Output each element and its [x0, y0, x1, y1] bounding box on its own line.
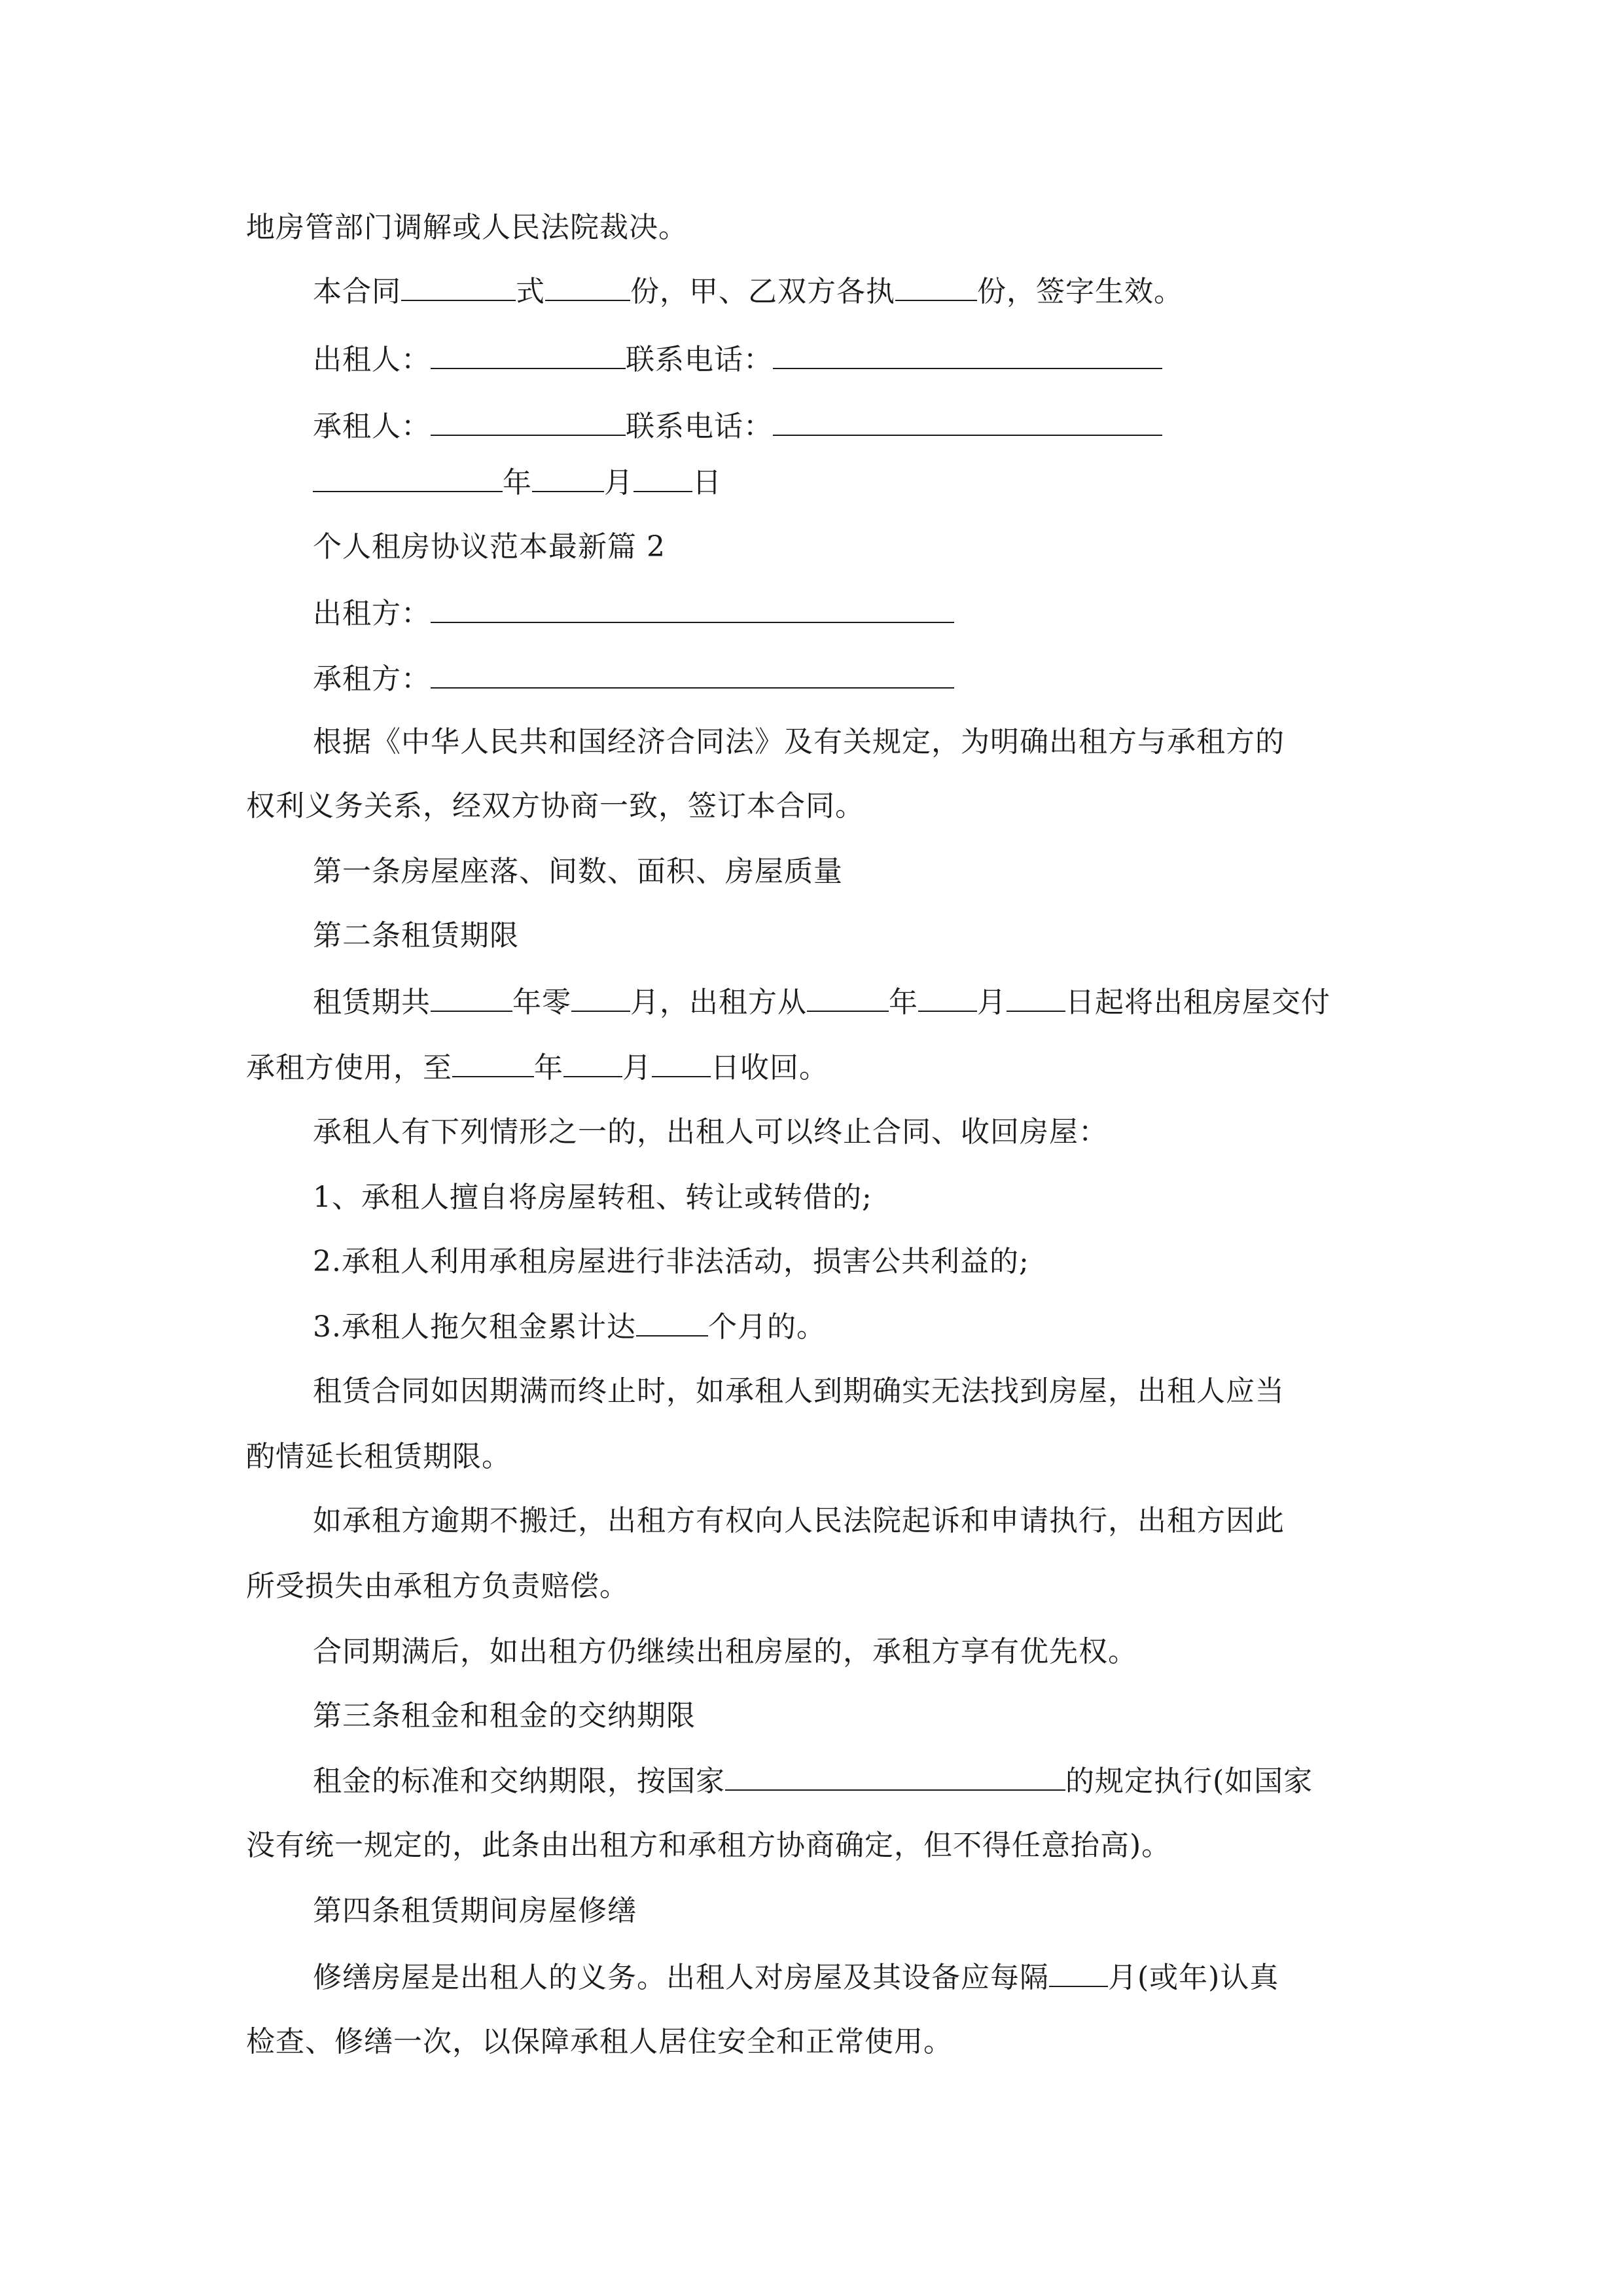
- lessor-signature-line: 出租人： 联系电话：: [313, 339, 1455, 378]
- paragraph-line: 租赁合同如因期满而终止时，如承租人到期确实无法找到房屋，出租人应当: [313, 1374, 1285, 1408]
- list-item: 2.承租人利用承租房屋进行非法活动，损害公共利益的;: [313, 1245, 1029, 1278]
- article-heading: 第一条房屋座落、间数、面积、房屋质量: [313, 855, 843, 888]
- blank-field: [532, 462, 604, 492]
- lease-term-line: 租赁期共 年零 月，出租方从 年 月 日起将出租房屋交付: [313, 982, 1455, 1021]
- paragraph-line: 没有统一规定的，此条由出租方和承租方协商确定，但不得任意抬高)。: [246, 1829, 1171, 1862]
- paragraph-line: 如承租方逾期不搬迁，出租方有权向人民法院起诉和申请执行，出租方因此: [313, 1504, 1285, 1537]
- lessor-line: 出租方：: [313, 593, 1455, 632]
- date-line: 年 月 日: [313, 462, 1455, 501]
- blank-field: [1049, 1957, 1108, 1987]
- blank-field: [431, 339, 626, 369]
- blank-field: [313, 462, 503, 492]
- blank-field: [545, 271, 630, 301]
- paragraph-line: 根据《中华人民共和国经济合同法》及有关规定，为明确出租方与承租方的: [313, 725, 1285, 759]
- list-item: 3.承租人拖欠租金累计达 个月的。: [313, 1306, 1455, 1346]
- paragraph-line: 所受损失由承租方负责赔偿。: [246, 1570, 629, 1603]
- section-title: 个人租房协议范本最新篇 2: [313, 530, 666, 564]
- blank-field: [401, 271, 516, 301]
- lease-term-line: 承租方使用，至 年 月 日收回。: [246, 1047, 1388, 1086]
- blank-field: [725, 1761, 1065, 1791]
- paragraph-line: 合同期满后，如出租方仍继续出租房屋的，承租方享有优先权。: [313, 1635, 1137, 1668]
- blank-field: [431, 593, 954, 623]
- blank-field: [918, 982, 977, 1012]
- blank-field: [563, 1047, 622, 1077]
- copies-clause: 本合同 式 份，甲、乙双方各执 份，签字生效。: [313, 271, 1455, 310]
- blank-field: [431, 658, 954, 689]
- repair-line: 修缮房屋是出租人的义务。出租人对房屋及其设备应每隔 月(或年)认真: [313, 1957, 1455, 1996]
- blank-field: [571, 982, 630, 1012]
- article-heading: 第三条租金和租金的交纳期限: [313, 1699, 696, 1732]
- blank-field: [773, 406, 1162, 436]
- blank-field: [452, 1047, 534, 1077]
- paragraph-line: 权利义务关系，经双方协商一致，签订本合同。: [246, 789, 865, 823]
- lessee-line: 承租方：: [313, 658, 1455, 698]
- paragraph-line: 地房管部门调解或人民法院裁决。: [246, 211, 688, 244]
- lessee-signature-line: 承租人： 联系电话：: [313, 406, 1455, 445]
- article-heading: 第四条租赁期间房屋修缮: [313, 1894, 637, 1928]
- rent-standard-line: 租金的标准和交纳期限，按国家 的规定执行(如国家: [313, 1761, 1455, 1800]
- blank-field: [633, 462, 692, 492]
- paragraph-line: 检查、修缮一次，以保障承租人居住安全和正常使用。: [246, 2025, 953, 2058]
- article-heading: 第二条租赁期限: [313, 919, 519, 952]
- blank-field: [773, 339, 1162, 369]
- blank-field: [807, 982, 889, 1012]
- list-item: 1、承租人擅自将房屋转租、转让或转借的;: [313, 1181, 872, 1214]
- blank-field: [1007, 982, 1065, 1012]
- paragraph-line: 承租人有下列情形之一的，出租人可以终止合同、收回房屋：: [313, 1115, 1108, 1149]
- paragraph-line: 酌情延长租赁期限。: [246, 1440, 511, 1473]
- blank-field: [895, 271, 977, 301]
- blank-field: [431, 982, 512, 1012]
- blank-field: [636, 1306, 708, 1336]
- blank-field: [652, 1047, 711, 1077]
- blank-field: [431, 406, 626, 436]
